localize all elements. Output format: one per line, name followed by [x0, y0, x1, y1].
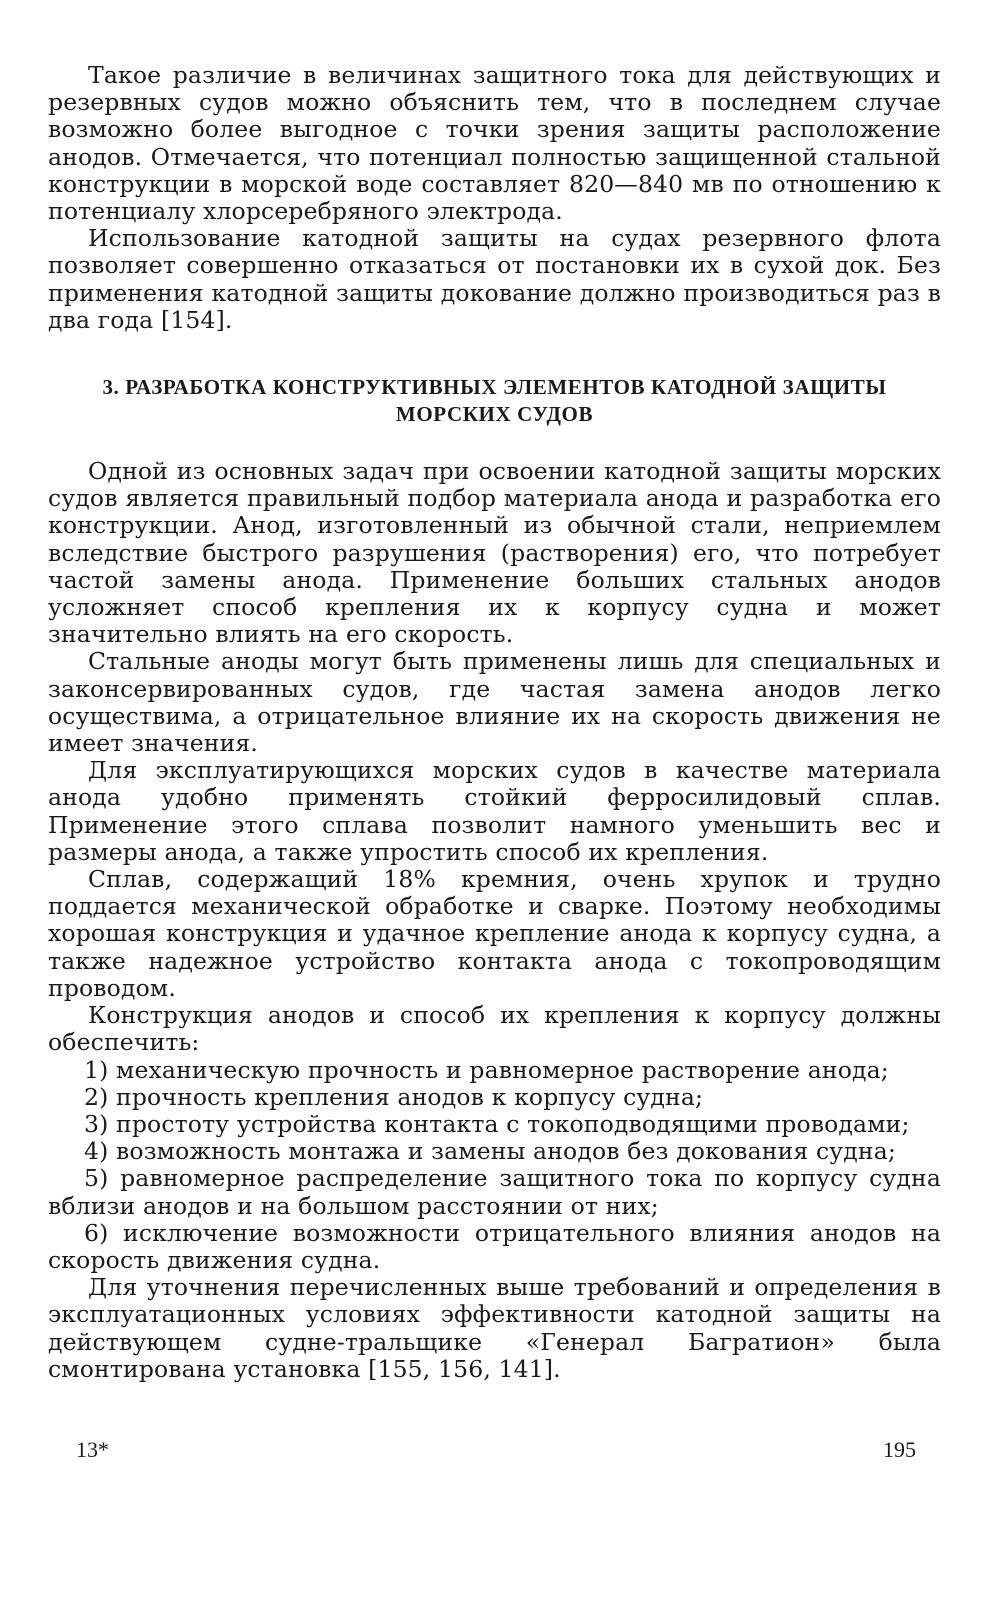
printer-signature: 13* — [76, 1437, 109, 1462]
paragraph: Для эксплуатирующихся морских судов в качестве материала анода удобно применять стойкий ферросилидовый сплав. Применение этого сплава позволит намного уменьшить вес и размеры анода, а также упростить способ их крепления. — [48, 756, 941, 866]
paragraph: Одной из основных задач при освоении катодной защиты морских судов является правильный подбор материала анода и разработка его конструкции. Анод, изготовленный из обычной стали, неприемлем вследствие быстрого разрушения (растворения) его, что потребует частой замены анода. Применение больших стальных анодов усложняет способ крепления их к корпусу судна и может значительно влиять на его скорость. — [48, 457, 941, 649]
list-item: 4) возможность монтажа и замены анодов без докования судна; — [84, 1137, 896, 1166]
paragraph: Для уточнения перечисленных выше требований и определения в эксплуатационных условиях эффективности катодной защиты на действующем судне-тральщике «Генерал Багратион» была смонтирована установка [155, 156, 141]. — [48, 1273, 941, 1383]
list-item: 6) исключение возможности отрицательного влияния анодов на скорость движения судна. — [48, 1218, 941, 1274]
paragraph: Такое различие в величинах защитного тока для действующих и резервных судов можно объяснить тем, что в последнем случае возможно более выгодное с точки зрения защиты расположение анодов. Отмечается, что потенциал полностью защищенной стальной конструкции в морской воде составляет 820—840 мв по отношению к потенциалу хлорсеребряного электрода. — [48, 61, 941, 226]
list-item: 3) простоту устройства контакта с токоподводящими проводами; — [84, 1109, 910, 1138]
section-title-line2: МОРСКИХ СУДОВ — [395, 402, 594, 427]
section-number: 3. — [102, 375, 120, 400]
list-item: 1) механическую прочность и равномерное растворение анода; — [84, 1055, 889, 1084]
section-heading — [48, 374, 941, 428]
list-item: 2) прочность крепления анодов к корпусу судна; — [84, 1082, 704, 1111]
page-number: 195 — [883, 1437, 916, 1462]
section-title-line1: РАЗРАБОТКА КОНСТРУКТИВНЫХ ЭЛЕМЕНТОВ КАТОДНОЙ ЗАЩИТЫ — [125, 375, 887, 400]
paragraph: Сплав, содержащий 18% кремния, очень хрупок и трудно поддается механической обработке и сварке. Поэтому необходимы хорошая конструкция и удачное крепление анода к корпусу судна, а также надежное устройство контакта анода с токопроводящим проводом. — [48, 865, 941, 1002]
paragraph: Использование катодной защиты на судах резервного флота позволяет совершенно отказаться от постановки их в сухой док. Без применения катодной защиты докование должно производиться раз в два года [154]. — [48, 224, 941, 334]
page-body — [48, 62, 941, 1383]
paragraph: Стальные аноды могут быть применены лишь для специальных и законсервированных судов, где частая замена анодов легко осуществима, а отрицательное влияние их на скорость движения не имеет значения. — [48, 647, 941, 758]
paragraph: Конструкция анодов и способ их крепления к корпусу должны обеспечить: — [48, 1001, 941, 1057]
list-item: 5) равномерное распределение защитного тока по корпусу судна вблизи анодов и на большом расстоянии от них; — [48, 1164, 941, 1220]
